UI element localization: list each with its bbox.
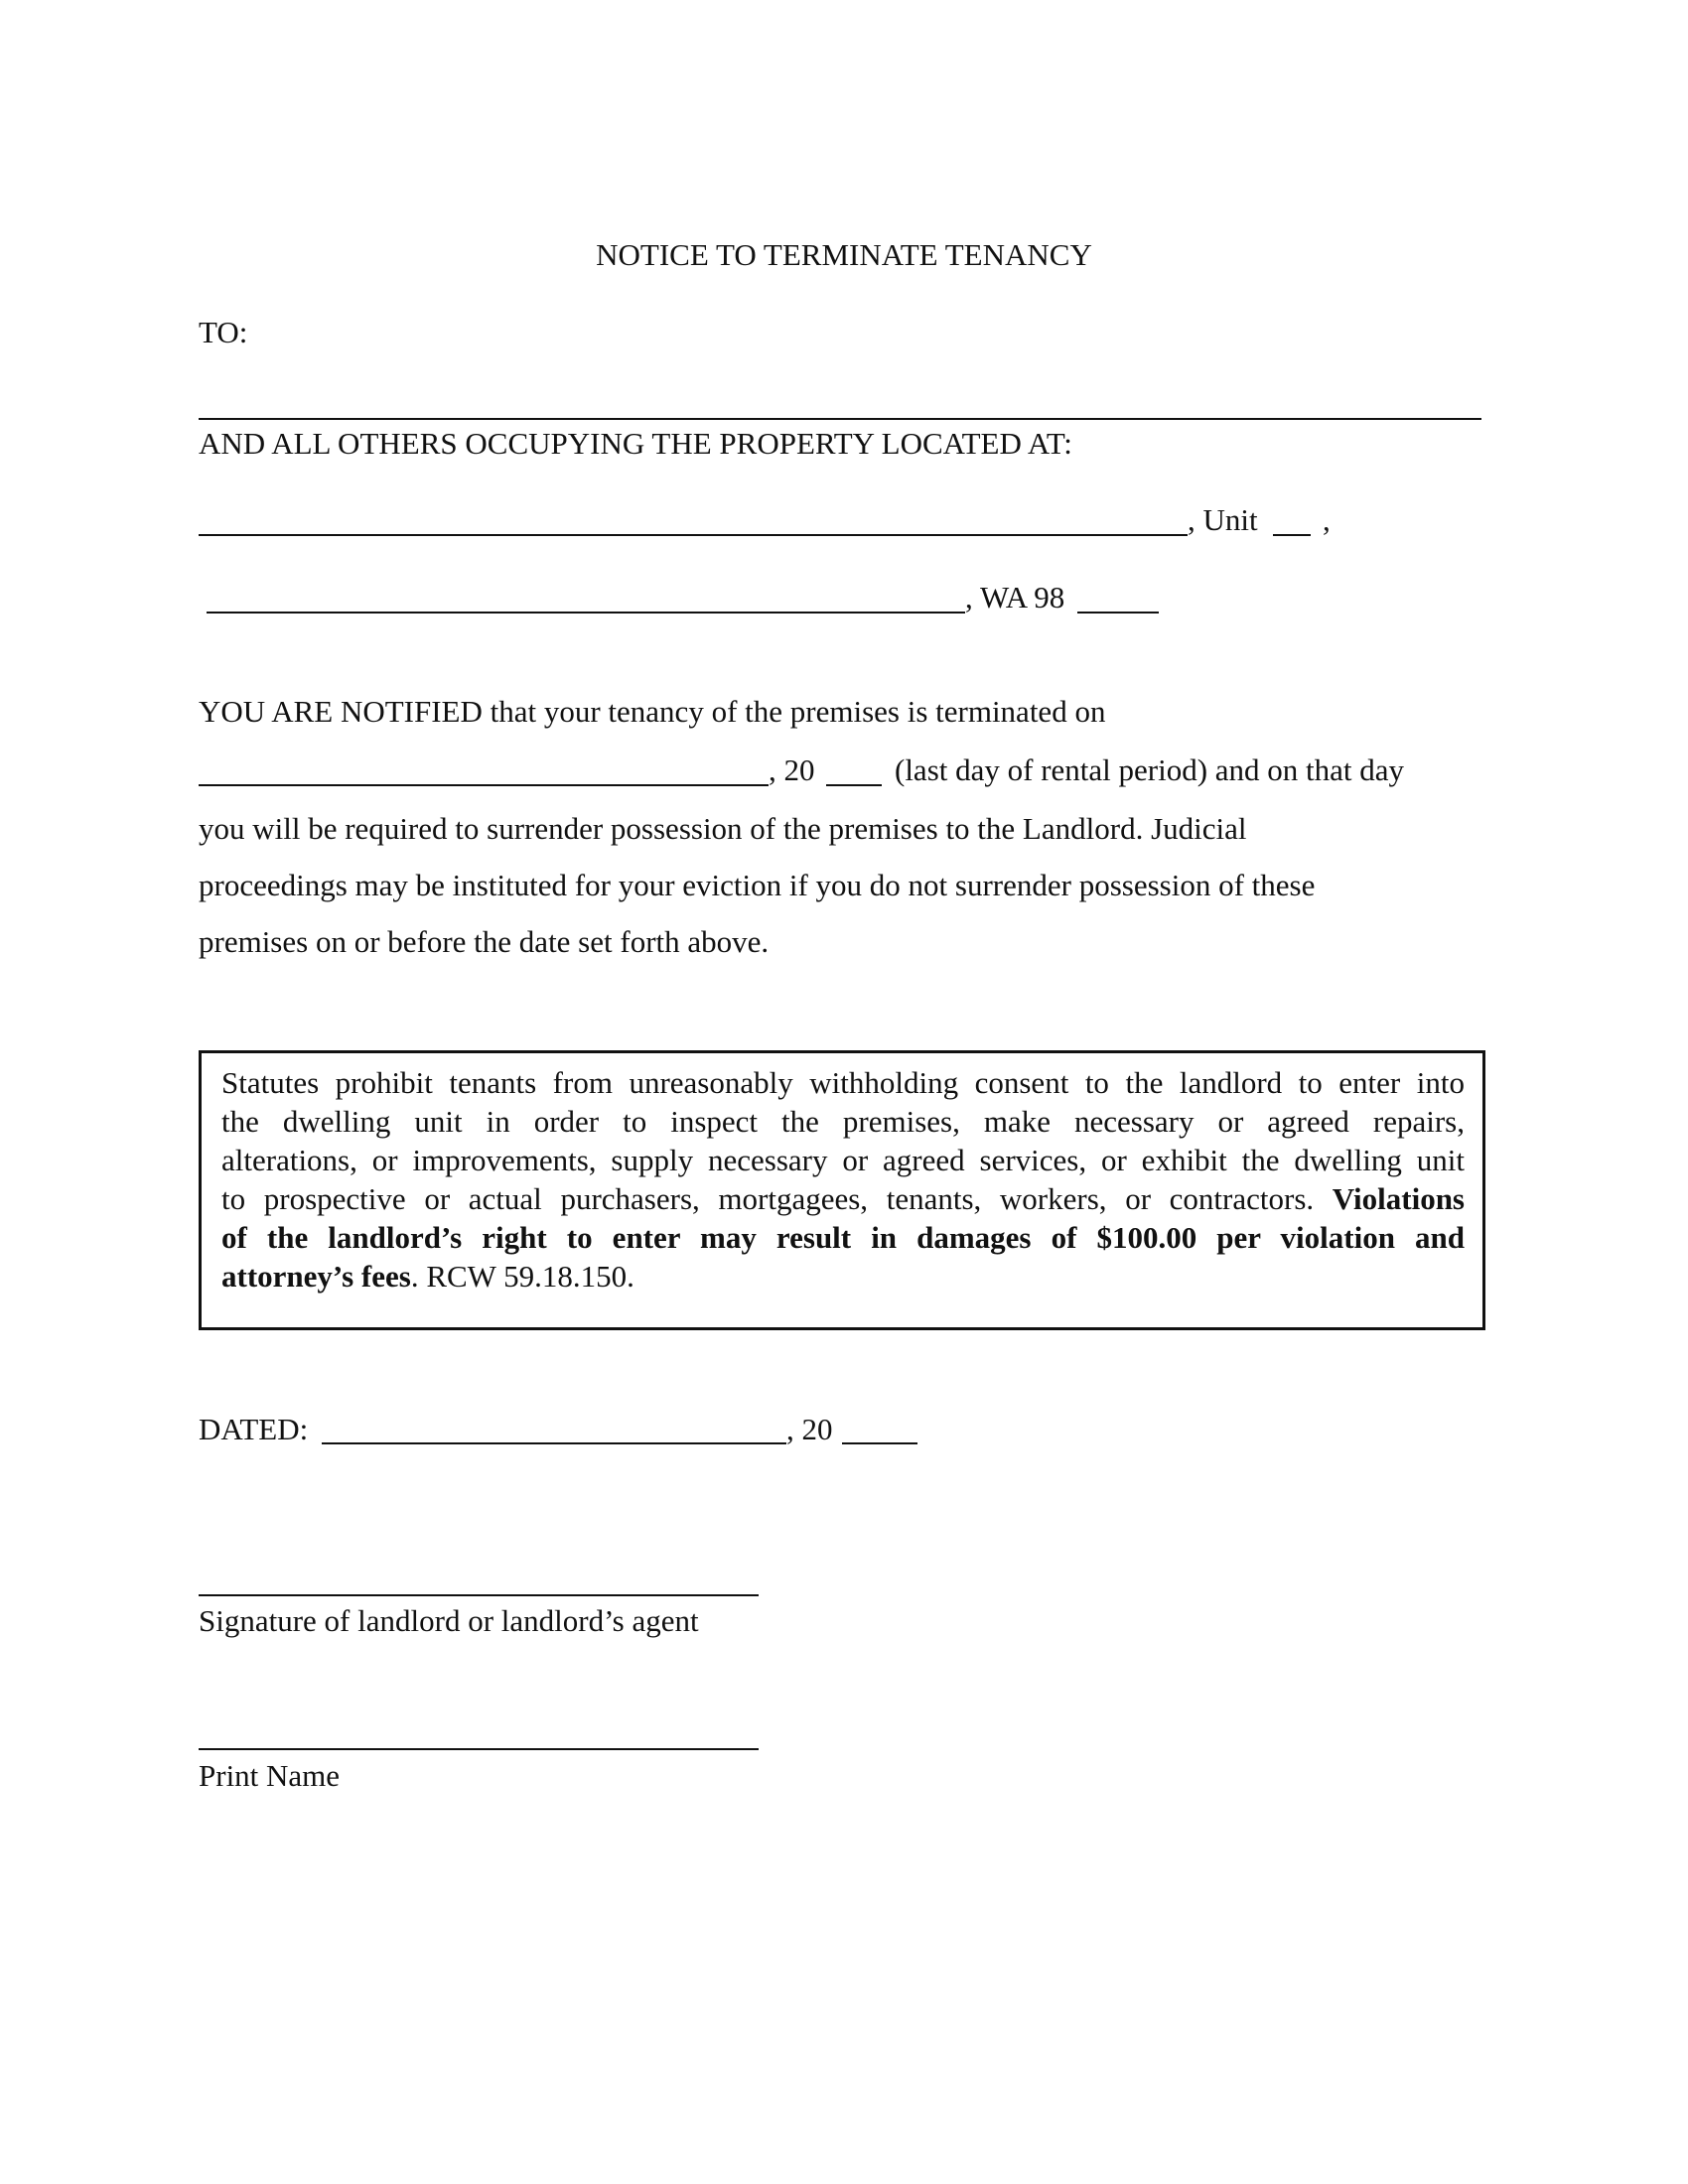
rental-period-text: (last day of rental period) and on that day: [895, 752, 1405, 787]
signature-line[interactable]: [199, 1594, 759, 1596]
to-label: TO:: [199, 315, 248, 349]
notice-lead: YOU ARE NOTIFIED that your tenancy of the premises is terminated on: [199, 694, 1106, 729]
statute-notice-box: [199, 1050, 1485, 1330]
statute-line-text: to prospective or actual purchasers, mortgagees, tenants, workers, or contractors.: [221, 1181, 1315, 1216]
termination-date-field[interactable]: [199, 784, 769, 786]
unit-number-field[interactable]: [1273, 534, 1311, 536]
dated-year-prefix: , 20: [786, 1412, 833, 1446]
city-field[interactable]: [207, 612, 965, 614]
statute-violation-warning: of the landlord’s right to enter may result in damages of $100.00 per violation and: [221, 1220, 1465, 1255]
print-name-label: Print Name: [199, 1758, 341, 1793]
statute-notice-text: [221, 1063, 1465, 1296]
signature-label: Signature of landlord or landlord’s agent: [199, 1603, 699, 1638]
notice-body-line: proceedings may be instituted for your eviction if you do not surrender possession of these: [199, 868, 1316, 902]
print-name-line[interactable]: [199, 1748, 759, 1750]
statute-citation: . RCW 59.18.150.: [410, 1259, 634, 1294]
statute-line: [221, 1257, 1465, 1296]
statute-line: alterations, or improvements, supply necessary or agreed services, or exhibit the dwelling unit: [221, 1143, 1465, 1177]
occupants-label: AND ALL OTHERS OCCUPYING THE PROPERTY LOCATED AT:: [199, 426, 1072, 461]
state-label: , WA 98: [965, 580, 1065, 614]
street-address-field[interactable]: [199, 534, 1188, 536]
notice-body-line: you will be required to surrender possession of the premises to the Landlord. Judicial: [199, 811, 1247, 846]
statute-line: [221, 1179, 1465, 1218]
statute-line: Statutes prohibit tenants from unreasonably withholding consent to the landlord to enter into: [221, 1065, 1465, 1100]
statute-line: the dwelling unit in order to inspect the premises, make necessary or agreed repairs,: [221, 1104, 1465, 1139]
dated-date-field[interactable]: [322, 1442, 786, 1444]
dated-year-field[interactable]: [842, 1442, 917, 1444]
zip-suffix-field[interactable]: [1077, 612, 1159, 614]
statute-line: [221, 1218, 1465, 1257]
page-title: NOTICE TO TERMINATE TENANCY: [596, 237, 1092, 272]
statute-violation-warning: Violations: [1332, 1181, 1465, 1216]
unit-label: , Unit: [1188, 502, 1258, 537]
termination-year-prefix: , 20: [769, 752, 815, 787]
termination-year-field[interactable]: [826, 784, 882, 786]
dated-label: DATED:: [199, 1412, 309, 1446]
unit-suffix: ,: [1323, 502, 1331, 537]
statute-violation-warning: attorney’s fees: [221, 1259, 411, 1294]
notice-body-line: premises on or before the date set forth above.: [199, 924, 770, 959]
recipient-name-field[interactable]: [199, 418, 1481, 420]
